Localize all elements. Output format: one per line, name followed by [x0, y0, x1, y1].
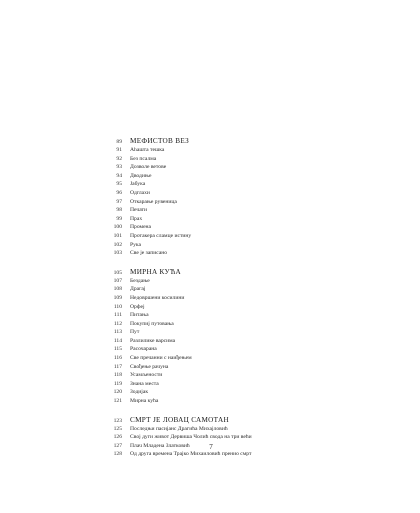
entry-page-number: 115 [113, 346, 122, 353]
toc-entry [96, 215, 326, 224]
toc-entry [96, 198, 326, 207]
section-heading [96, 267, 326, 277]
entry-page-number: 125 [113, 425, 122, 432]
toc-entry [96, 450, 326, 459]
toc-entry [96, 285, 326, 294]
page-number: 7 [209, 443, 213, 451]
entry-title: Печати [130, 207, 147, 214]
toc-entry [96, 371, 326, 380]
entry-page-number: 108 [113, 286, 122, 293]
toc-entry [96, 146, 326, 155]
entry-title: Дводиње [130, 172, 152, 179]
entry-page-number: 117 [113, 363, 122, 370]
entry-title: Последњи пасијанс Драгића Михајловић [130, 425, 228, 432]
toc-entry [96, 388, 326, 397]
toc-entry [96, 397, 326, 406]
entry-title: Ahaшта тешка [130, 147, 165, 153]
entry-page-number: 94 [116, 172, 122, 179]
section-heading [96, 415, 326, 425]
entry-title: Све пречанни с наиђењем [130, 355, 192, 362]
entry-page-number: 91 [116, 147, 122, 153]
entry-title: Усамљености [130, 372, 163, 379]
entry-page-number: 110 [113, 303, 122, 310]
section-heading [96, 136, 326, 146]
toc-entry [96, 303, 326, 312]
toc-entry [96, 363, 326, 372]
toc-section-mefistov-vez [96, 136, 326, 258]
toc-entry [96, 155, 326, 164]
entry-title: Без псалма [130, 155, 157, 162]
entry-page-number: 102 [113, 241, 122, 248]
entry-page-number: 120 [113, 389, 122, 396]
entry-page-number: 103 [113, 250, 122, 257]
toc-entry [96, 354, 326, 363]
toc-entry [96, 277, 326, 286]
entry-page-number: 128 [113, 451, 122, 458]
entry-title: Драгај [130, 286, 146, 293]
entry-page-number: 109 [113, 294, 122, 301]
entry-page-number: 118 [113, 372, 122, 379]
entry-page-number: 114 [113, 337, 122, 344]
entry-title: Пут [130, 329, 140, 336]
entry-page-number: 98 [116, 207, 122, 214]
toc-entry [96, 425, 326, 434]
entry-title: Одглахи [130, 189, 150, 196]
entry-page-number: 119 [113, 380, 122, 387]
toc-entry [96, 380, 326, 389]
toc-entry [96, 311, 326, 320]
toc-entry [96, 180, 326, 189]
entry-title: Расочарана [130, 346, 157, 353]
entry-page-number: 121 [113, 398, 122, 405]
toc-entry [96, 223, 326, 232]
entry-title: Промена [130, 224, 152, 231]
entry-title: Недовршени косилини [130, 294, 185, 301]
entry-page-number: 92 [116, 155, 122, 162]
entry-page-number: 127 [113, 442, 122, 449]
entry-title: Плач Младена Златковић [130, 442, 190, 449]
heading-page-number: 89 [116, 139, 122, 145]
entry-title: Рука [130, 241, 142, 248]
entry-page-number: 97 [116, 198, 122, 205]
entry-page-number: 116 [113, 355, 122, 362]
toc-entry [96, 320, 326, 329]
entry-title: Орфеј [130, 303, 145, 310]
entry-title: Свој дуги живот Дервиша Чолић свода на три већи [130, 434, 252, 441]
entry-page-number: 111 [114, 312, 122, 319]
entry-title: Све је записано [130, 250, 168, 257]
toc-entry [96, 241, 326, 250]
entry-page-number: 101 [113, 232, 122, 239]
entry-title: Разлилике варсима [130, 337, 176, 344]
toc-entry [96, 294, 326, 303]
entry-page-number: 112 [113, 320, 122, 327]
entry-page-number: 100 [113, 224, 122, 231]
toc-entry [96, 433, 326, 442]
entry-page-number: 93 [116, 164, 122, 171]
heading-title: МИРНА КУЋА [130, 267, 182, 276]
entry-title: Мирна кућа [130, 398, 159, 405]
entry-page-number: 99 [116, 215, 122, 222]
entry-page-number: 96 [116, 189, 122, 196]
heading-page-number: 123 [113, 417, 122, 424]
entry-title: Питања [130, 312, 149, 319]
toc-entry [96, 206, 326, 215]
heading-title: МЕФИСТОВ ВЕЗ [130, 137, 189, 145]
entry-title: Знана места [130, 380, 159, 387]
heading-page-number: 105 [113, 269, 122, 276]
toc-entry [96, 172, 326, 181]
toc-section-mirna-kuca [96, 267, 326, 406]
toc-entry [96, 232, 326, 241]
entry-title: Покупиј путовања [130, 320, 174, 327]
toc-entry [96, 163, 326, 172]
entry-title: Свођење рачуна [130, 363, 169, 370]
entry-title: Откарање рувеница [130, 198, 177, 205]
entry-title: Од друга времена Трајко Михаиловић пренио смрт [130, 451, 252, 458]
entry-page-number: 126 [113, 434, 122, 441]
heading-title: СМРТ ЈЕ ЛОВАЦ САМОТАН [130, 415, 229, 424]
entry-page-number: 95 [116, 181, 122, 188]
toc-entry [96, 189, 326, 198]
entry-title: Прах [130, 215, 143, 222]
entry-title: Дозволе ветове [130, 164, 167, 171]
entry-title: Протакера сламце истину [130, 232, 192, 239]
entry-title: Јабука [130, 181, 146, 188]
toc-entry [96, 337, 326, 346]
entry-title: Бездање [130, 277, 150, 284]
table-of-contents [96, 136, 326, 459]
entry-title: Зодијак [130, 389, 149, 396]
entry-page-number: 113 [113, 329, 122, 336]
toc-section-smrt-je-lovac-samotan [96, 415, 326, 459]
toc-entry [96, 328, 326, 337]
entry-page-number: 107 [113, 277, 122, 284]
toc-entry [96, 249, 326, 258]
toc-entry [96, 345, 326, 354]
